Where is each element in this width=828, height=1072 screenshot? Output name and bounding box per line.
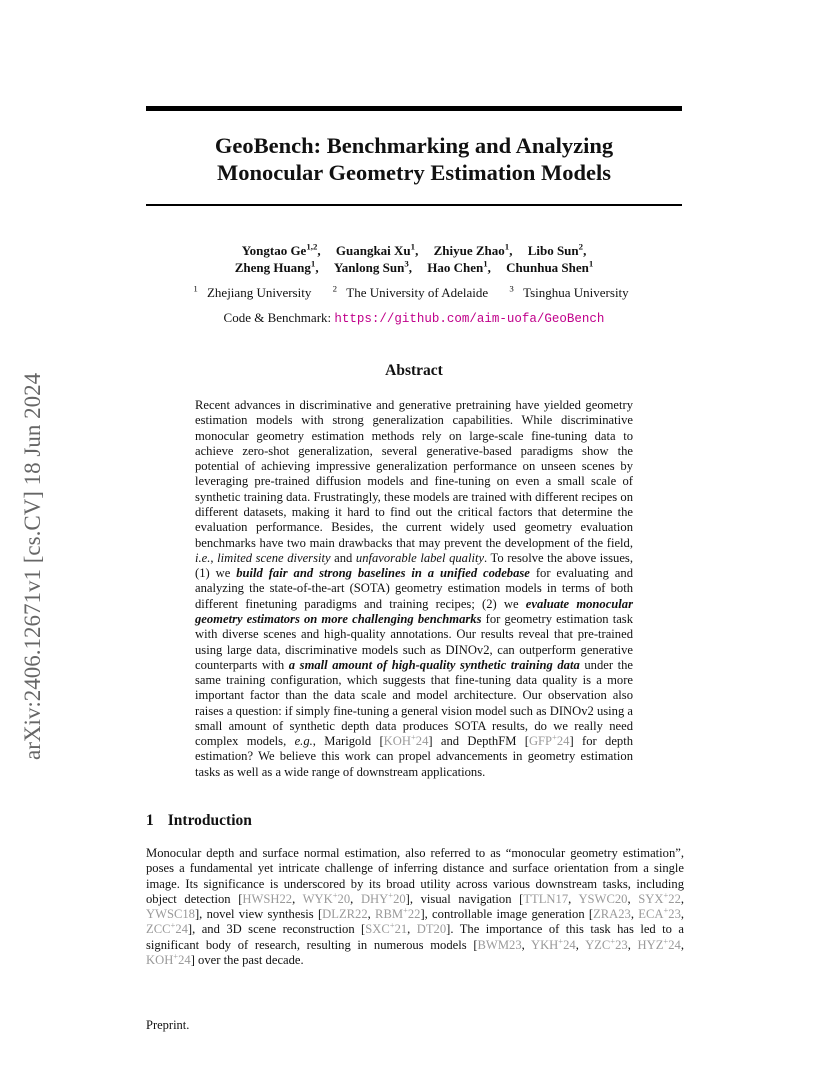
affiliation: $^2$ The University of Adelaide xyxy=(332,283,489,300)
citation-link[interactable]: DLZR22 xyxy=(322,907,368,922)
citation-link[interactable]: YWSC18 xyxy=(146,907,195,922)
author: Libo Sun$^2$, xyxy=(527,241,587,258)
affiliations xyxy=(146,284,682,301)
citation-link[interactable]: WYK+20 xyxy=(302,889,351,906)
code-label: Code & Benchmark: xyxy=(223,310,332,325)
author: Chunhua Shen$^1$ xyxy=(506,258,594,275)
title-rule-top xyxy=(146,106,682,111)
abstract-heading: Abstract xyxy=(385,362,443,379)
citation-link[interactable]: ECA+23 xyxy=(638,904,681,922)
author: Yanlong Sun$^3$, xyxy=(333,258,412,275)
author: Zheng Huang$^1$, xyxy=(234,258,319,275)
citation-link[interactable]: YSWC20 xyxy=(578,891,628,906)
citation-link[interactable]: KOH+24 xyxy=(383,732,429,749)
author-list xyxy=(146,242,682,276)
author: Yongtao Ge$^{1,2}$, xyxy=(241,241,321,258)
citation-link[interactable]: DT20 xyxy=(416,922,447,937)
citation-link[interactable]: ZCC+24 xyxy=(146,920,188,937)
citation-link[interactable]: SXC+21 xyxy=(365,920,408,937)
citation-link[interactable]: HWSH22 xyxy=(242,891,293,906)
title-line-2: Monocular Geometry Estimation Models xyxy=(217,160,611,185)
citation-link[interactable]: YZC+23 xyxy=(585,935,628,952)
paper-title xyxy=(146,132,682,186)
affiliation: $^3$ Tsinghua University xyxy=(509,283,629,300)
citation-link[interactable]: SYX+22 xyxy=(638,889,681,906)
author: Zhiyue Zhao$^1$, xyxy=(433,241,513,258)
title-line-1: GeoBench: Benchmarking and Analyzing xyxy=(214,133,614,158)
citation-link[interactable]: TTLN17 xyxy=(523,891,569,906)
abstract-body: Recent advances in discriminative and generative pretraining have yielded geometry estimation models with strong generalization capabilities. While discriminative monocular geometry estimation methods rely on large-scale fine-tuning data to achieve zero-shot generalization, several generative-based paradigms show the potential of achieving impressive generalization performance on unseen scenes by leveraging pre-trained diffusion models and fine-tuning on even a small scale of synthetic training data. Frustratingly, these models are trained with different recipes on different datasets, making it hard to find out the critical factors that determine the evaluation performance. Besides, the current widely used geometry evaluation benchmarks have two main drawbacks that may prevent the development of the field, i.e., limited scene diversity and unfavorable label quality. To resolve the above issues, (1) we build fair and strong baselines in a unified codebase for evaluating and analyzing the state-of-the-art (SOTA) geometry estimation models in terms of both different finetuning paradigms and training recipes; (2) we evaluate monocular geometry estimators on more challenging benchmarks for geometry estimation task with diverse scenes and high-quality annotations. Our results reveal that pre-trained using large data, discriminative models such as DINOv2, can outperform generative counterparts with a small amount of high-quality synthetic training data under the same training configuration, which suggests that fine-tuning data quality is a more important factor than the data scale and model architecture. Our observation also raises a question: if simply fine-tuning a general vision model such as DINOv2 using a small amount of synthetic depth data produces SOTA results, do we really need complex models, e.g., Marigold [KOH+24] and DepthFM [GFP+24] for depth estimation? We believe this work can propel advancements in geometry estimation tasks as well as a wide range of downstream applications. xyxy=(195,398,634,779)
citation-link[interactable]: GFP+24 xyxy=(528,732,570,749)
citation-link[interactable]: RBM+22 xyxy=(375,904,421,922)
title-rule-bottom xyxy=(146,204,682,206)
citation-link[interactable]: DHY+20 xyxy=(360,889,406,906)
citation-link[interactable]: HYZ+24 xyxy=(637,935,681,952)
footer-note: Preprint. xyxy=(146,1018,190,1032)
author: Hao Chen$^1$, xyxy=(427,258,491,275)
author: Guangkai Xu$^1$, xyxy=(335,241,419,258)
citation-link[interactable]: YKH+24 xyxy=(530,935,576,952)
citation-link[interactable]: BWM23 xyxy=(477,937,522,952)
section-heading: 1 Introduction xyxy=(146,812,252,829)
citation-link[interactable]: KOH+24 xyxy=(146,950,191,967)
arxiv-identifier: arXiv:2406.12671v1 [cs.CV] 18 Jun 2024 xyxy=(20,372,45,760)
code-url-link[interactable]: https://github.com/aim-uofa/GeoBench xyxy=(334,312,605,326)
citation-link[interactable]: ZRA23 xyxy=(593,907,631,922)
affiliation: $^1$ Zhejiang University xyxy=(193,283,312,300)
code-link-line xyxy=(146,309,682,328)
introduction-body: Monocular depth and surface normal estimation, also referred to as “monocular geometry estimation”, poses a fundamental yet intricate challenge of inferring distance and surface orientation from a single image. Its significance is underscored by its broad utility across various downstream tasks, including object detection [HWSH22, WYK+20, DHY+20], visual navigation [TTLN17, YSWC20, SYX+22, YWSC18], novel view synthesis [DLZR22, RBM+22], controllable image generation [ZRA23, ECA+23, ZCC+24], and 3D scene reconstruction [SXC+21, DT20]. The importance of this task has led to a significant body of research, resulting in numerous models [BWM23, YKH+24, YZC+23, HYZ+24, KOH+24] over the past decade. xyxy=(146,846,685,967)
